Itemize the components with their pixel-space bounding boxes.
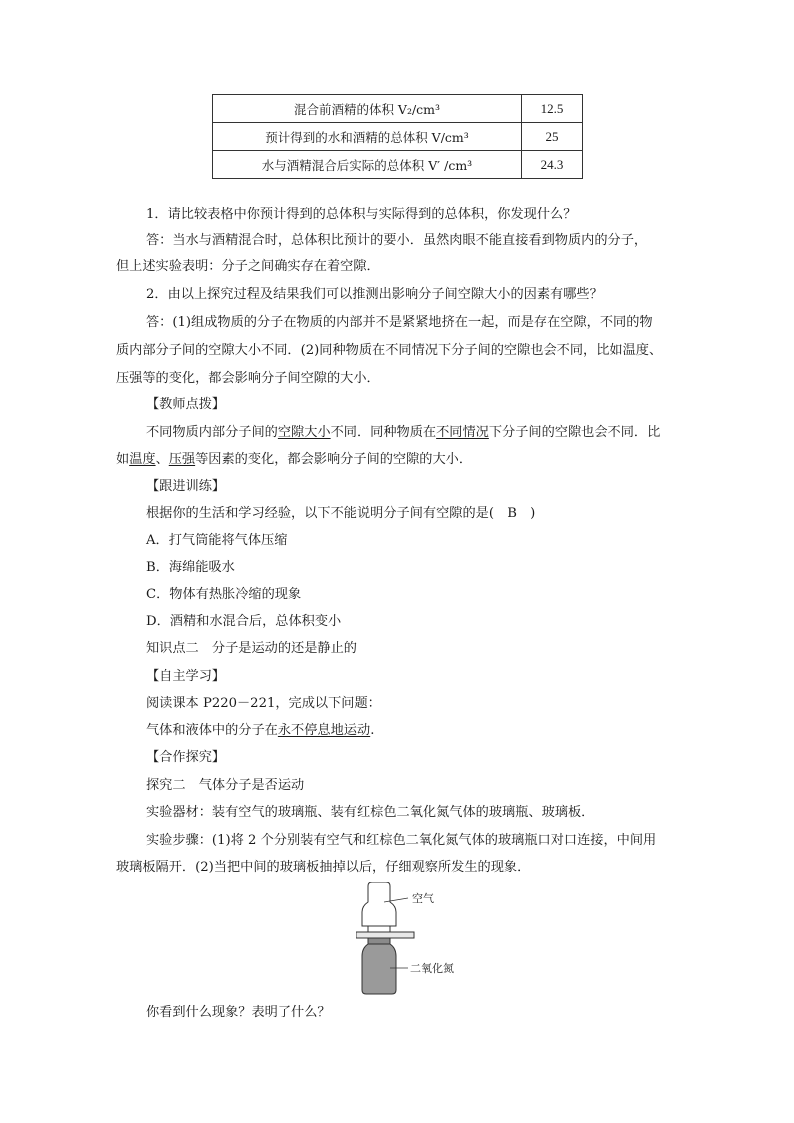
steps-line-1: 实验步骤：(1)将 2 个分别装有空气和红棕色二氧化氮气体的玻璃瓶口对口连接，中间用 xyxy=(146,833,657,848)
text: 不同．同种物质在 xyxy=(330,425,437,440)
final-question: 你看到什么现象？表明了什么？ xyxy=(146,1005,331,1020)
no2-label: 二氧化氮 xyxy=(410,962,454,975)
blank-answer: 空隙大小 xyxy=(277,425,331,440)
answer-2-line-1: 答：(1)组成物质的分子在物质的内部并不是紧紧地挤在一起，而是存在空隙，不同的物 xyxy=(146,315,653,330)
glass-plate xyxy=(356,932,414,938)
table-cell-label: 水与酒精混合后实际的总体积 V′ /cm³ xyxy=(213,151,522,179)
question-1: 1．请比较表格中你预计得到的总体积与实际得到的总体积，你发现什么？ xyxy=(146,207,577,222)
table-cell-value: 25 xyxy=(522,123,583,151)
text: 如 xyxy=(116,452,130,467)
table-cell-label: 混合前酒精的体积 V₂/cm³ xyxy=(213,95,522,123)
blank-answer: 温度 xyxy=(129,452,156,467)
data-table xyxy=(212,94,583,179)
option-a: A．打气筒能将气体压缩 xyxy=(146,533,288,548)
gas-bottles-figure xyxy=(356,882,476,1002)
table-cell-value: 24.3 xyxy=(522,151,583,179)
table-row xyxy=(213,95,583,123)
knowledge-point-2-title: 知识点二 分子是运动的还是静止的 xyxy=(146,641,357,656)
practice-heading: 【跟进训练】 xyxy=(146,479,226,494)
question-2: 2．由以上探究过程及结果我们可以推测出影响分子间空隙大小的因素有哪些？ xyxy=(146,287,603,302)
table-row xyxy=(213,123,583,151)
text: 等因素的变化，都会影响分子间的空隙的大小． xyxy=(195,452,473,467)
no2-bottle-neck xyxy=(368,938,390,944)
table-row xyxy=(213,151,583,179)
blank-answer: 永不停息地运动 xyxy=(277,723,371,738)
table-cell-label: 预计得到的水和酒精的总体积 V/cm³ xyxy=(213,123,522,151)
blank-answer: 不同情况 xyxy=(436,425,489,440)
air-bottle-neck xyxy=(368,926,390,932)
cooperative-heading: 【合作探究】 xyxy=(146,750,226,765)
text: 、 xyxy=(155,452,169,467)
option-d: D．酒精和水混合后，总体积变小 xyxy=(146,614,342,629)
air-bottle xyxy=(362,882,396,926)
teacher-heading: 【教师点拨】 xyxy=(146,397,226,412)
gas-bottles-diagram xyxy=(356,882,476,998)
air-label: 空气 xyxy=(412,892,434,905)
text: 气体和液体中的分子在 xyxy=(146,723,278,738)
answer-2-line-2: 质内部分子间的空隙大小不同．(2)同种物质在不同情况下分子间的空隙也会不同，比如温度、 xyxy=(116,343,663,358)
equipment-line: 实验器材：装有空气的玻璃瓶、装有红棕色二氧化氮气体的玻璃瓶、玻璃板． xyxy=(146,805,595,820)
steps-line-2: 玻璃板隔开．(2)当把中间的玻璃板抽掉以后，仔细观察所发生的现象． xyxy=(116,860,531,875)
self-study-heading: 【自主学习】 xyxy=(146,669,226,684)
table-cell-value: 12.5 xyxy=(522,95,583,123)
reading-instruction: 阅读课本 P220－221，完成以下问题： xyxy=(146,696,381,711)
practice-question: 根据你的生活和学习经验，以下不能说明分子间有空隙的是( B ) xyxy=(146,506,536,521)
fill-blank-line xyxy=(146,722,374,740)
option-b: B．海绵能吸水 xyxy=(146,560,235,575)
option-c: C．物体有热胀冷缩的现象 xyxy=(146,587,302,602)
text: . xyxy=(370,723,375,738)
blank-answer: 压强 xyxy=(168,452,196,467)
explore-2-title: 探究二 气体分子是否运动 xyxy=(146,778,305,793)
text: 下分子间的空隙也会不同．比 xyxy=(488,425,661,440)
text: 不同物质内部分子间的 xyxy=(146,425,278,440)
teacher-line-2 xyxy=(116,451,472,469)
answer-1-line-2: 但上述实验表明：分子之间确实存在着空隙． xyxy=(116,259,380,274)
teacher-line-1 xyxy=(146,424,660,442)
answer-1-line-1: 答：当水与酒精混合时，总体积比预计的要小．虽然肉眼不能直接看到物质内的分子， xyxy=(146,233,648,248)
no2-bottle xyxy=(362,944,396,994)
answer-2-line-3: 压强等的变化，都会影响分子间空隙的大小． xyxy=(116,371,380,386)
